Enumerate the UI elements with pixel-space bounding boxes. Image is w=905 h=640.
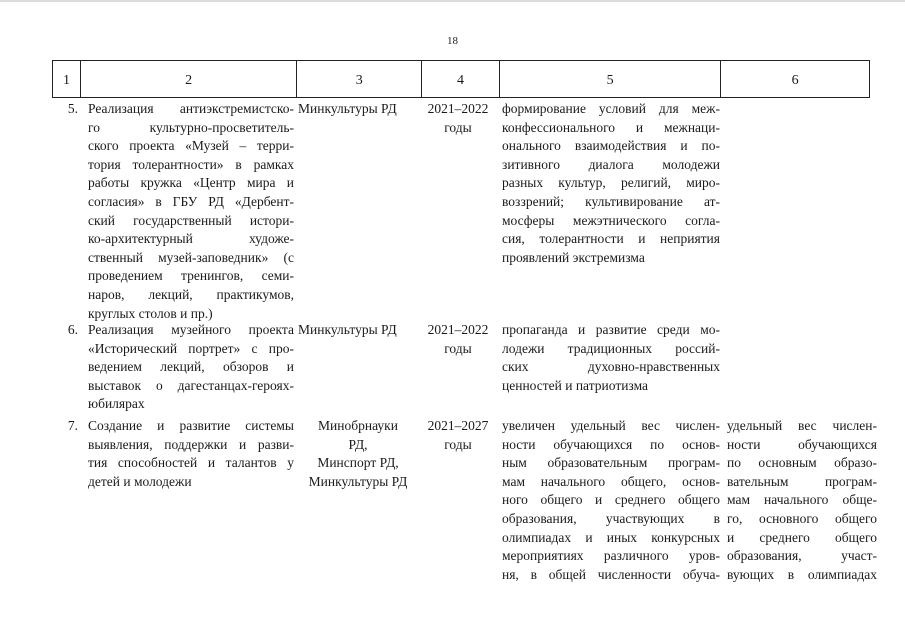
period: 2021–2022 годы (427, 101, 489, 135)
table-header-row (52, 60, 870, 98)
expected-result: формирование условий для меж- конфессионального и межнаци- онального взаимодействия и по- зитивного диалога молодежи разных культур, религий, миро- воззрений; культивирование ат- мосферы межэтнического согла- сия, толерантности и неприятия проявлений экстремизма (502, 101, 720, 265)
row-number: 5. (67, 101, 78, 116)
executor: Минкультуры РД (298, 101, 397, 116)
activity-title: Реализация музейного проекта «Исторический портрет» с про- ведением лекций, обзоров и выставок о дагестанцах-героях- юбилярах (88, 322, 294, 412)
header-col-2: 2 (81, 61, 297, 97)
page-number: 18 (447, 35, 458, 47)
scan-edge (0, 0, 905, 2)
header-col-1: 1 (53, 61, 81, 97)
expected-result: увеличен удельный вес числен- ности обучающихся по основ- ным образовательным програм- мам начального общего, основ- ного общего и среднего общего образования, участвующих в олимпиадах и иных конкурсных мероприятиях различного уров- ня, в общей численности обуча- (502, 418, 720, 582)
activity-title: Создание и развитие системы выявления, поддержки и разви- тия способностей и талантов у детей и молодежи (88, 418, 294, 489)
activity-title: Реализация антиэкстремистско- го культурно-просветитель- ского проекта «Музей – терри- тория толерантности» в рамках работы кружка «Центр мира и согласия» в ГБУ РД «Дербент- ский государственный истори- ко-архитектурный художе- ственный музей-заповедник» (с проведением тренингов, семи- наров, лекций, практикумов, круглых столов и пр.) (88, 101, 294, 321)
header-col-3: 3 (297, 61, 422, 97)
period: 2021–2027 годы (427, 418, 489, 452)
header-col-6: 6 (791, 73, 799, 88)
row-number: 6. (67, 322, 78, 337)
header-col-5: 5 (500, 61, 721, 97)
executor: Минкультуры РД (298, 322, 397, 337)
executor: Минобрнауки РД, Минспорт РД, Минкультуры РД (308, 418, 408, 489)
row-number: 7. (67, 418, 78, 433)
expected-result: пропаганда и развитие среди мо- лодежи традиционных россий- ских духовно-нравственных ценностей и патриотизма (502, 322, 720, 393)
period: 2021–2022 годы (427, 322, 489, 356)
target-indicator: удельный вес числен- ности обучающихся по основным образо- вательным програм- мам начального обще- го, основного общего и среднего общего образования, участ- вующих в олимпиадах (727, 418, 877, 582)
header-col-4: 4 (422, 61, 500, 97)
